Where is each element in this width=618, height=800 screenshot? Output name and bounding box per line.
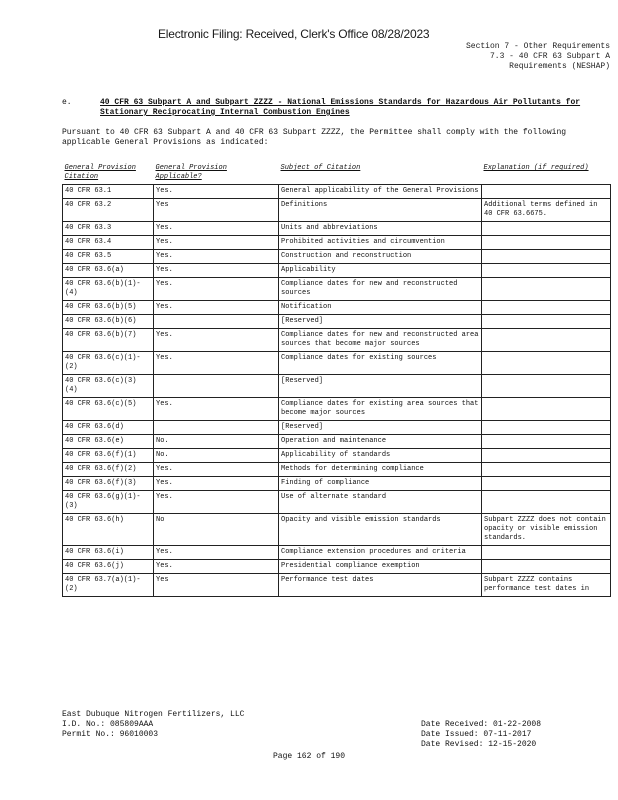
cell-applicable: Yes bbox=[154, 574, 279, 597]
section-header-line: Section 7 - Other Requirements bbox=[465, 42, 610, 51]
section-header-line: Requirements (NESHAP) bbox=[509, 62, 610, 71]
cell-citation: 40 CFR 63.6(b)(6) bbox=[63, 315, 154, 329]
cell-subject: Compliance extension procedures and criteria bbox=[279, 546, 482, 560]
cell-citation: 40 CFR 63.6(g)(1)-(3) bbox=[63, 491, 154, 514]
table-row bbox=[63, 352, 611, 375]
section-title-text: 40 CFR 63 Subpart A and Subpart ZZZZ - National Emissions Standards for Hazardous Air Pollutants for Stationary Reciprocating Internal Combustion Engines bbox=[100, 98, 581, 117]
cell-citation: 40 CFR 63.6(d) bbox=[63, 421, 154, 435]
intro-paragraph: Pursuant to 40 CFR 63 Subpart A and 40 CFR 63 Subpart ZZZZ, the Permittee shall comply with the following applicable General Provisions as indicated: bbox=[62, 128, 567, 147]
table-row bbox=[63, 301, 611, 315]
cell-explanation bbox=[482, 435, 611, 449]
cell-applicable: No. bbox=[154, 435, 279, 449]
table-row bbox=[63, 398, 611, 421]
table-row bbox=[63, 421, 611, 435]
cell-subject: Use of alternate standard bbox=[279, 491, 482, 514]
cell-citation: 40 CFR 63.6(f)(2) bbox=[63, 463, 154, 477]
cell-subject: Units and abbreviations bbox=[279, 222, 482, 236]
section-title bbox=[62, 98, 602, 118]
cell-explanation bbox=[482, 546, 611, 560]
table-row bbox=[63, 185, 611, 199]
cell-subject: Construction and reconstruction bbox=[279, 250, 482, 264]
table-header-row bbox=[63, 163, 611, 185]
column-header-citation: General Provision Citation bbox=[64, 164, 136, 181]
cell-citation: 40 CFR 63.2 bbox=[63, 199, 154, 222]
table-row bbox=[63, 278, 611, 301]
cell-explanation bbox=[482, 185, 611, 199]
cell-applicable bbox=[154, 421, 279, 435]
section-header-line: 7.3 - 40 CFR 63 Subpart A bbox=[489, 52, 610, 61]
cell-explanation bbox=[482, 352, 611, 375]
table-row bbox=[63, 236, 611, 250]
cell-applicable: Yes. bbox=[154, 491, 279, 514]
table-row bbox=[63, 574, 611, 597]
column-header-applicable: General Provision Applicable? bbox=[155, 164, 227, 181]
cell-applicable: No. bbox=[154, 449, 279, 463]
cell-citation: 40 CFR 63.6(c)(3) (4) bbox=[63, 375, 154, 398]
cell-subject: Operation and maintenance bbox=[279, 435, 482, 449]
cell-subject: Applicability bbox=[279, 264, 482, 278]
id-number: I.D. No.: 085809AAA bbox=[62, 720, 154, 729]
cell-applicable: Yes. bbox=[154, 477, 279, 491]
cell-subject: Compliance dates for existing area sources that become major sources bbox=[279, 398, 482, 421]
cell-subject: Applicability of standards bbox=[279, 449, 482, 463]
date-revised: Date Revised: 12-15-2020 bbox=[421, 740, 537, 749]
cell-subject: Opacity and visible emission standards bbox=[279, 514, 482, 546]
cell-applicable: No bbox=[154, 514, 279, 546]
cell-explanation bbox=[482, 463, 611, 477]
cell-explanation bbox=[482, 236, 611, 250]
cell-subject: Definitions bbox=[279, 199, 482, 222]
cell-applicable: Yes. bbox=[154, 236, 279, 250]
cell-applicable bbox=[154, 315, 279, 329]
cell-subject: [Reserved] bbox=[279, 375, 482, 398]
date-issued: Date Issued: 07-11-2017 bbox=[421, 730, 532, 739]
table-row bbox=[63, 560, 611, 574]
cell-subject: Prohibited activities and circumvention bbox=[279, 236, 482, 250]
cell-applicable: Yes. bbox=[154, 398, 279, 421]
cell-subject: [Reserved] bbox=[279, 315, 482, 329]
cell-explanation bbox=[482, 421, 611, 435]
cell-citation: 40 CFR 63.5 bbox=[63, 250, 154, 264]
cell-subject: Compliance dates for new and reconstructed sources bbox=[279, 278, 482, 301]
cell-applicable: Yes. bbox=[154, 250, 279, 264]
cell-subject: [Reserved] bbox=[279, 421, 482, 435]
table-row bbox=[63, 546, 611, 560]
table-row bbox=[63, 264, 611, 278]
cell-citation: 40 CFR 63.6(h) bbox=[63, 514, 154, 546]
cell-applicable: Yes. bbox=[154, 185, 279, 199]
cell-explanation: Subpart ZZZZ contains performance test dates in bbox=[482, 574, 611, 597]
cell-applicable: Yes. bbox=[154, 264, 279, 278]
table-row bbox=[63, 329, 611, 352]
cell-citation: 40 CFR 63.6(i) bbox=[63, 546, 154, 560]
cell-explanation bbox=[482, 375, 611, 398]
cell-citation: 40 CFR 63.6(j) bbox=[63, 560, 154, 574]
cell-citation: 40 CFR 63.6(e) bbox=[63, 435, 154, 449]
cell-applicable: Yes. bbox=[154, 560, 279, 574]
table-row bbox=[63, 491, 611, 514]
cell-subject: Performance test dates bbox=[279, 574, 482, 597]
cell-applicable: Yes. bbox=[154, 546, 279, 560]
electronic-filing-stamp: Electronic Filing: Received, Clerk's Office 08/28/2023 bbox=[158, 27, 430, 41]
cell-applicable: Yes. bbox=[154, 352, 279, 375]
date-received: Date Received: 01-22-2008 bbox=[421, 720, 542, 729]
cell-explanation bbox=[482, 398, 611, 421]
footer-facility-info bbox=[62, 710, 244, 740]
column-header-explanation: Explanation (if required) bbox=[483, 164, 589, 172]
table-row bbox=[63, 315, 611, 329]
cell-applicable: Yes. bbox=[154, 463, 279, 477]
permit-number: Permit No.: 96010003 bbox=[62, 730, 159, 739]
table-row bbox=[63, 199, 611, 222]
cell-explanation bbox=[482, 264, 611, 278]
cell-citation: 40 CFR 63.1 bbox=[63, 185, 154, 199]
cell-citation: 40 CFR 63.6(a) bbox=[63, 264, 154, 278]
cell-explanation bbox=[482, 278, 611, 301]
cell-subject: Presidential compliance exemption bbox=[279, 560, 482, 574]
page-number: Page 162 of 190 bbox=[272, 752, 345, 761]
cell-explanation: Subpart ZZZZ does not contain opacity or visible emission standards. bbox=[482, 514, 611, 546]
company-name: East Dubuque Nitrogen Fertilizers, LLC bbox=[62, 710, 245, 719]
cell-applicable: Yes. bbox=[154, 278, 279, 301]
cell-explanation bbox=[482, 477, 611, 491]
section-letter: e. bbox=[62, 98, 72, 107]
cell-explanation bbox=[482, 560, 611, 574]
table-row bbox=[63, 477, 611, 491]
cell-subject: General applicability of the General Provisions bbox=[279, 185, 482, 199]
section-header bbox=[466, 42, 610, 72]
table-body bbox=[63, 185, 611, 597]
cell-explanation bbox=[482, 491, 611, 514]
cell-explanation bbox=[482, 329, 611, 352]
cell-applicable: Yes bbox=[154, 199, 279, 222]
cell-citation: 40 CFR 63.6(c)(1)-(2) bbox=[63, 352, 154, 375]
cell-explanation bbox=[482, 222, 611, 236]
table-row bbox=[63, 463, 611, 477]
cell-applicable: Yes. bbox=[154, 222, 279, 236]
table-row bbox=[63, 514, 611, 546]
general-provisions-table bbox=[62, 163, 611, 597]
cell-explanation: Additional terms defined in 40 CFR 63.6675. bbox=[482, 199, 611, 222]
cell-citation: 40 CFR 63.6(b)(7) bbox=[63, 329, 154, 352]
cell-explanation bbox=[482, 315, 611, 329]
table-row bbox=[63, 449, 611, 463]
cell-explanation bbox=[482, 301, 611, 315]
cell-applicable bbox=[154, 375, 279, 398]
cell-citation: 40 CFR 63.6(b)(1)-(4) bbox=[63, 278, 154, 301]
footer-dates bbox=[421, 720, 541, 750]
table-row bbox=[63, 375, 611, 398]
cell-subject: Notification bbox=[279, 301, 482, 315]
table-row bbox=[63, 222, 611, 236]
cell-subject: Compliance dates for new and reconstructed area sources that become major sources bbox=[279, 329, 482, 352]
cell-subject: Finding of compliance bbox=[279, 477, 482, 491]
cell-citation: 40 CFR 63.4 bbox=[63, 236, 154, 250]
cell-applicable: Yes. bbox=[154, 301, 279, 315]
cell-explanation bbox=[482, 250, 611, 264]
column-header-subject: Subject of Citation bbox=[280, 164, 361, 172]
cell-citation: 40 CFR 63.3 bbox=[63, 222, 154, 236]
table-row bbox=[63, 435, 611, 449]
cell-citation: 40 CFR 63.6(f)(1) bbox=[63, 449, 154, 463]
table-row bbox=[63, 250, 611, 264]
cell-citation: 40 CFR 63.6(c)(5) bbox=[63, 398, 154, 421]
cell-subject: Methods for determining compliance bbox=[279, 463, 482, 477]
cell-citation: 40 CFR 63.6(f)(3) bbox=[63, 477, 154, 491]
cell-citation: 40 CFR 63.6(b)(5) bbox=[63, 301, 154, 315]
cell-subject: Compliance dates for existing sources bbox=[279, 352, 482, 375]
cell-applicable: Yes. bbox=[154, 329, 279, 352]
cell-citation: 40 CFR 63.7(a)(1)-(2) bbox=[63, 574, 154, 597]
cell-explanation bbox=[482, 449, 611, 463]
